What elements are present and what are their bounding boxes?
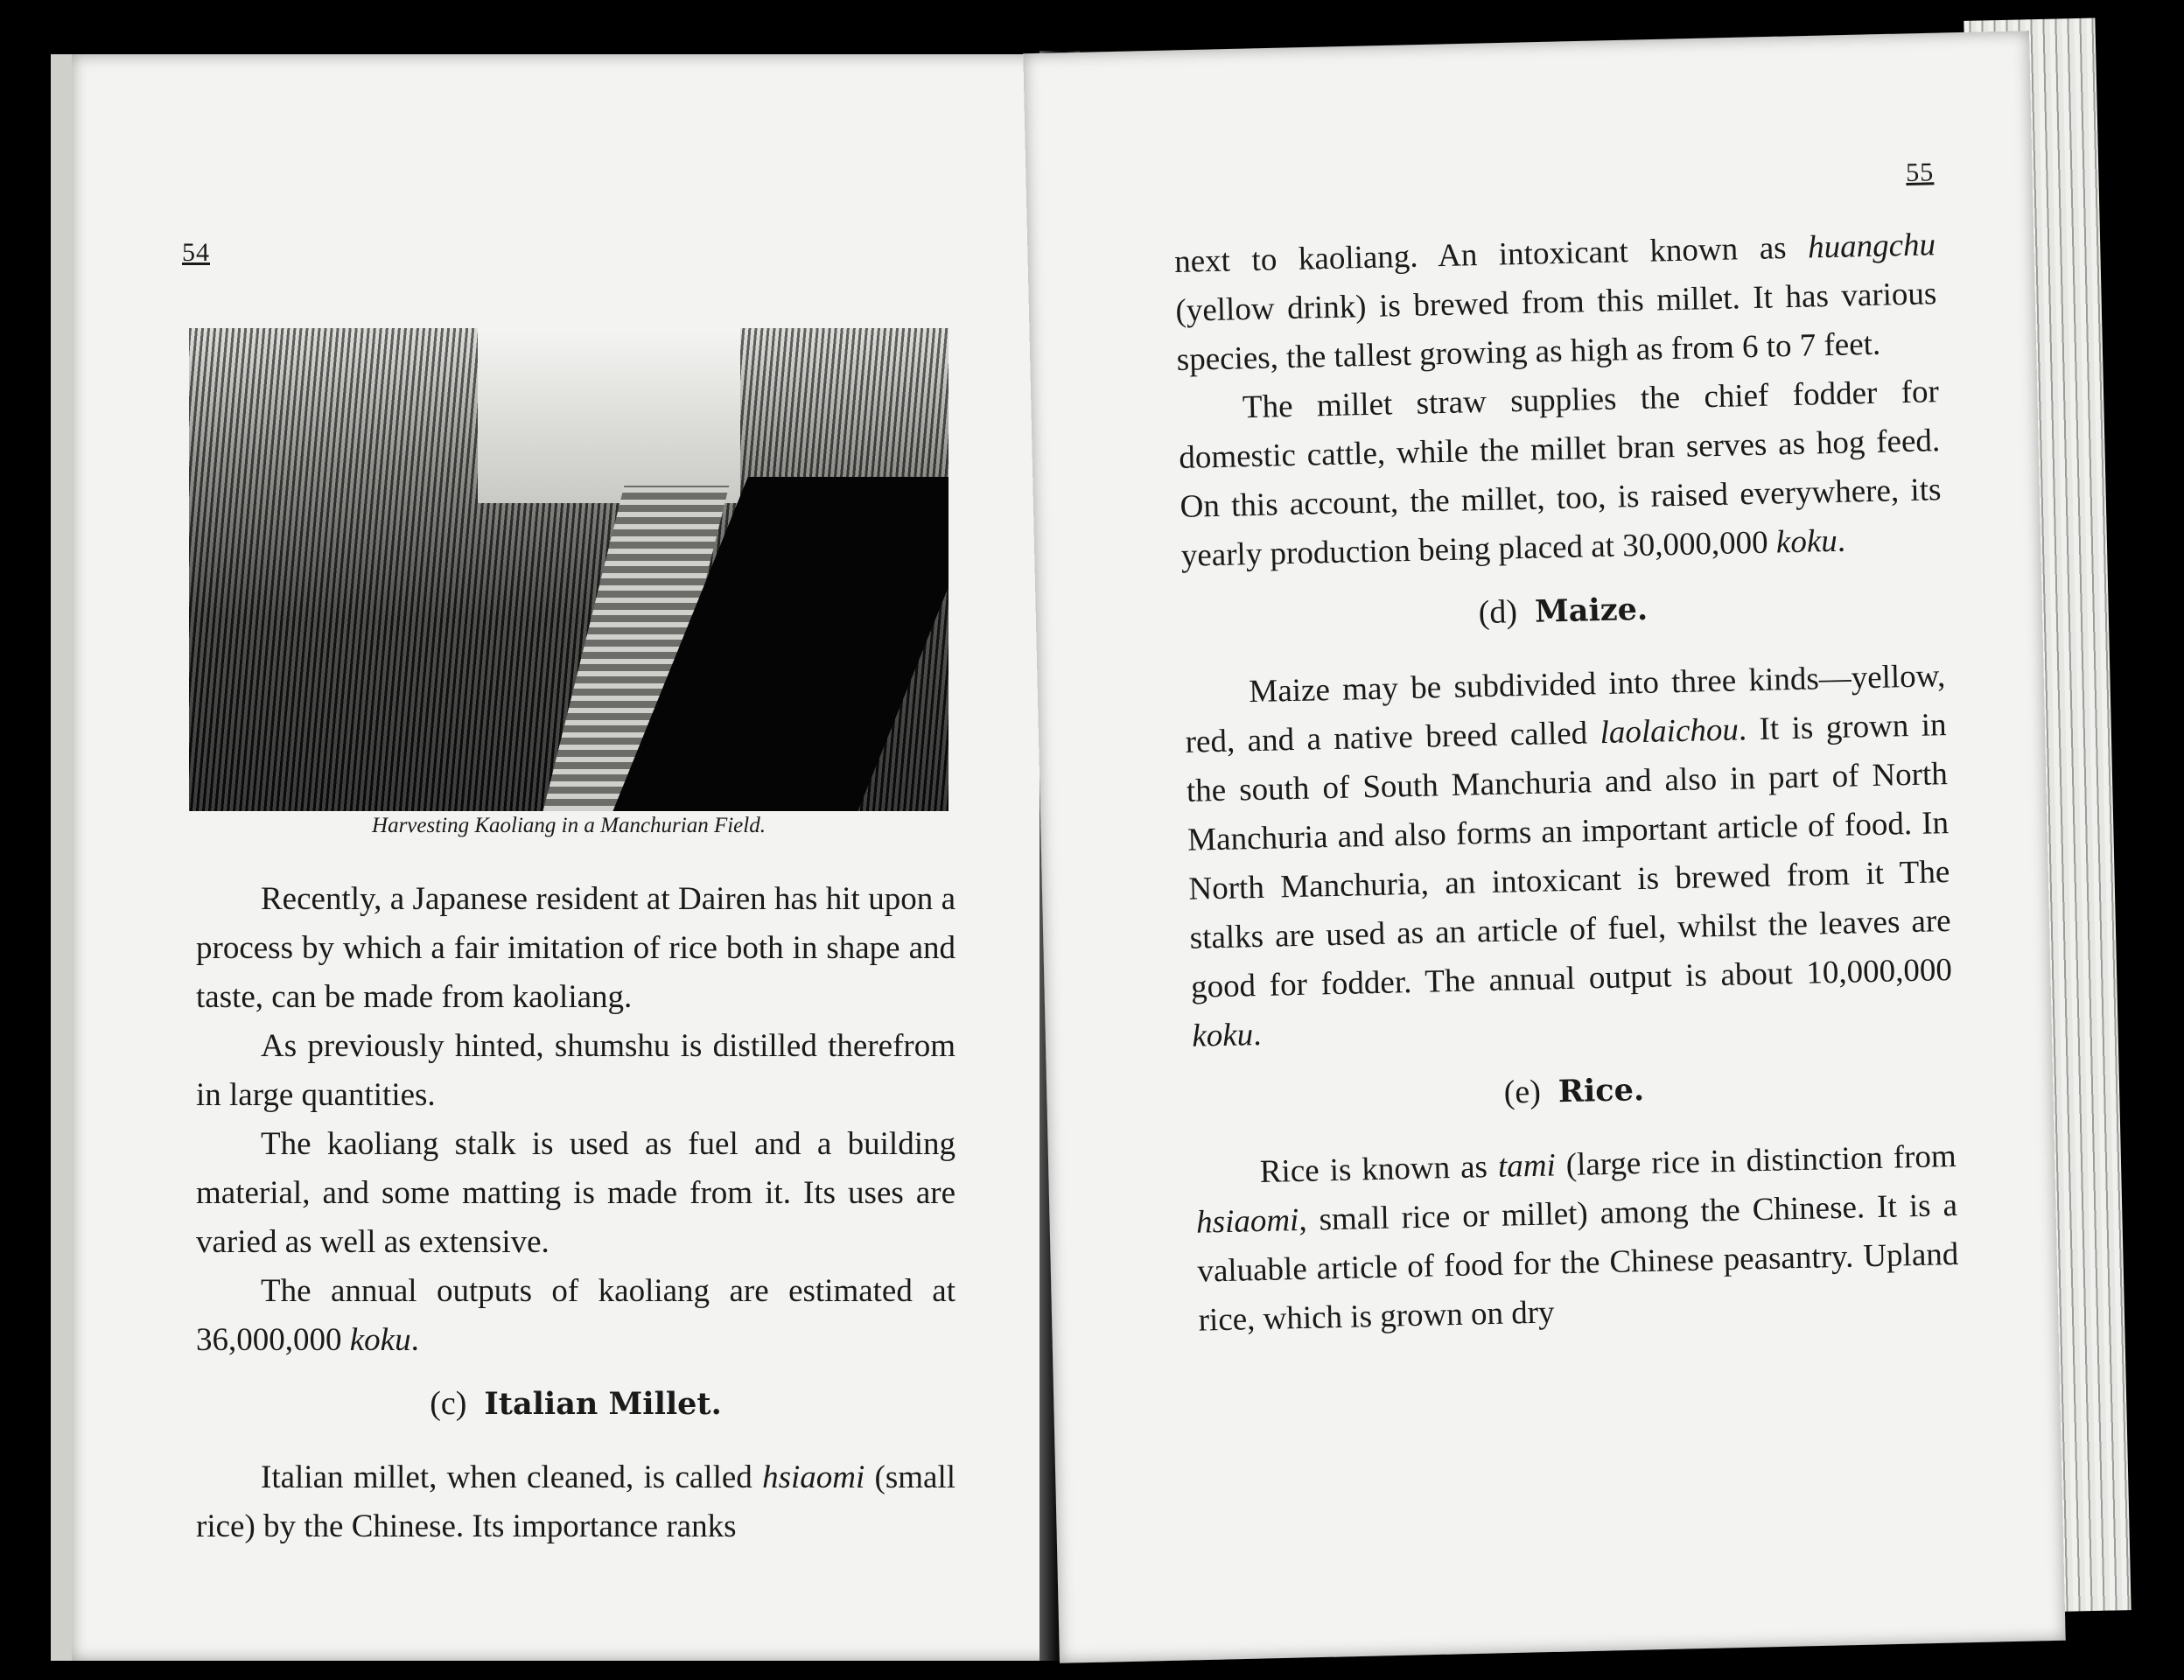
paragraph: Maize may be subdivided into three kinds—yellow, red, and a native breed called laolaichou. It is grown in the south of South Manchuria and also in part of North Manchuria and also forms an important article of food. In North Manchuria, an intoxicant is brewed from it The stalks are used as an article of fuel, whilst the leaves are good for fodder. The annual output is about 10,000,000 koku. bbox=[1185, 658, 1953, 1054]
harvest-photo bbox=[189, 328, 948, 811]
paragraph: Recently, a Japanese resident at Dairen has hit upon a process by which a fair imitation of rice both in shape and taste, can be made from kaoliang. bbox=[196, 881, 956, 1015]
paragraph: Italian millet, when cleaned, is called hsiaomi (small rice) by the Chinese. Its importance ranks bbox=[196, 1460, 956, 1544]
paragraph: The millet straw supplies the chief fodder for domestic cattle, while the millet bran serves as hog feed. On this account, the millet, too, is raised everywhere, its yearly production being placed at 30,000,000 koku. bbox=[1178, 374, 1942, 574]
paragraph: The kaoliang stalk is used as fuel and a building material, and some matting is made from it. Its uses are varied as well as extensive. bbox=[196, 1126, 956, 1260]
paragraph: The annual outputs of kaoliang are estimated at 36,000,000 koku. bbox=[196, 1273, 956, 1358]
section-heading-c: (c) Italian Millet. bbox=[430, 1385, 722, 1422]
paragraph: As previously hinted, shumshu is distilled therefrom in large quantities. bbox=[196, 1028, 956, 1113]
left-text-block bbox=[196, 875, 956, 1551]
section-heading-e: (e) Rice. bbox=[1503, 1072, 1645, 1111]
page-number-left: 54 bbox=[182, 238, 210, 267]
page-number-right: 55 bbox=[1905, 158, 1935, 187]
right-text-block bbox=[1172, 158, 1960, 1345]
paragraph: Rice is known as tami (large rice in distinction from hsiaomi, small rice or millet) among the Chinese. It is a valuable article of food for the Chinese peasantry. Upland rice, which is grown on dry bbox=[1195, 1138, 1959, 1339]
photo-caption: Harvesting Kaoliang in a Manchurian Field. bbox=[372, 814, 766, 837]
section-heading-d: (d) Maize. bbox=[1478, 591, 1648, 632]
paragraph: next to kaoliang. An intoxicant known as huangchu (yellow drink) is brewed from this millet. It has various species, the tallest growing as high as from 6 to 7 feet. bbox=[1173, 227, 1937, 378]
